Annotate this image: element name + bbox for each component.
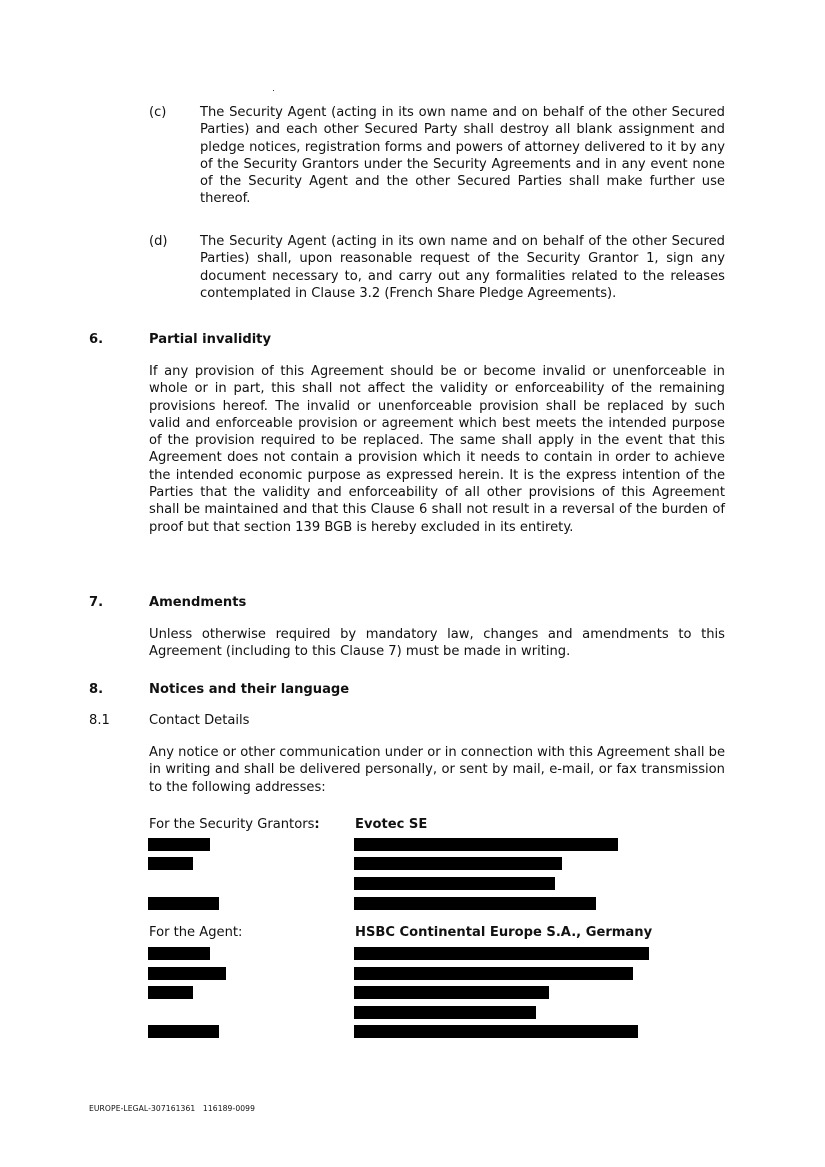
clause-6-text: If any provision of this Agreement should be or become invalid or unenforceable in whole or in part, this shall not affect the validity or enforceability of the remaining provisions hereof. The invalid or unenforceable provision shall be replaced by such valid and enforceable provision or agreement which best meets the intended purpose of the provision required to be replaced. The same shall apply in the event that this Agreement does not contain a provision which it needs to contain in order to achieve the intended economic purpose as expressed herein. It is the express intention of the Parties that the validity and enforceability of all other provisions of this Agreement shall be maintained and that this Clause 6 shall not result in a reversal of the burden of proof but that section 139 BGB is hereby excluded in its entirety. (149, 364, 725, 535)
grantors-label-text: For the Security Grantors (149, 817, 315, 832)
clause-5c-text: The Security Agent (acting in its own name and on behalf of the other Secured Parties) and each other Secured Party shall destroy all blank assignment and pledge notices, registration forms and powers of attorney delivered to it by any of the Security Grantors under the Security Agreements and in any event none of the Security Agent and the other Secured Parties shall make further use thereof. (200, 105, 725, 207)
clause-8-1-text: Any notice or other communication under or in connection with this Agreement shall be in writing and shall be delivered personally, or sent by mail, e-mail, or fax transmission to the following addresses: (149, 745, 725, 795)
clause-8-number: 8. (89, 682, 104, 697)
redaction-bar (354, 877, 555, 890)
clause-6-number: 6. (89, 332, 104, 347)
redaction-bar (354, 1025, 638, 1038)
grantors-label-colon: : (314, 817, 320, 832)
redaction-bar (148, 967, 226, 980)
clause-8-title: Notices and their language (149, 682, 350, 697)
clause-7-text: Unless otherwise required by mandatory law, changes and amendments to this Agreement (including to this Clause 7) must be made in writing. (149, 627, 725, 660)
footer-reference: EUROPE-LEGAL-307161361 116189-0099 (89, 1104, 256, 1113)
agent-name: HSBC Continental Europe S.A., Germany (355, 925, 653, 940)
clause-5d-text: The Security Agent (acting in its own name and on behalf of the other Secured Parties) shall, upon reasonable request of the Security Grantor 1, sign any document necessary to, and carry out any formalities related to the releases contemplated in Clause 3.2 (French Share Pledge Agreements). (200, 234, 725, 301)
redaction-bar (354, 986, 549, 999)
redaction-bar (354, 838, 618, 851)
grantors-name: Evotec SE (355, 817, 428, 832)
agent-label: For the Agent: (149, 925, 243, 940)
redaction-bar (354, 1006, 536, 1019)
redaction-bar (148, 947, 210, 960)
clause-7-title: Amendments (149, 595, 247, 610)
redaction-bar (354, 967, 633, 980)
redaction-bar (354, 947, 649, 960)
redaction-bar (148, 897, 219, 910)
stray-mark (273, 90, 274, 91)
redaction-bar (148, 986, 193, 999)
redaction-bar (354, 897, 596, 910)
clause-6-title: Partial invalidity (149, 332, 271, 347)
redaction-bar (354, 857, 562, 870)
redaction-bar (148, 857, 193, 870)
clause-8-1-number: 8.1 (89, 713, 110, 728)
clause-7-number: 7. (89, 595, 104, 610)
grantors-label (149, 816, 320, 833)
redaction-bar (148, 1025, 219, 1038)
clause-5d-label: (d) (149, 234, 168, 249)
clause-5c-label: (c) (149, 105, 167, 120)
clause-8-1-title: Contact Details (149, 713, 250, 728)
redaction-bar (148, 838, 210, 851)
